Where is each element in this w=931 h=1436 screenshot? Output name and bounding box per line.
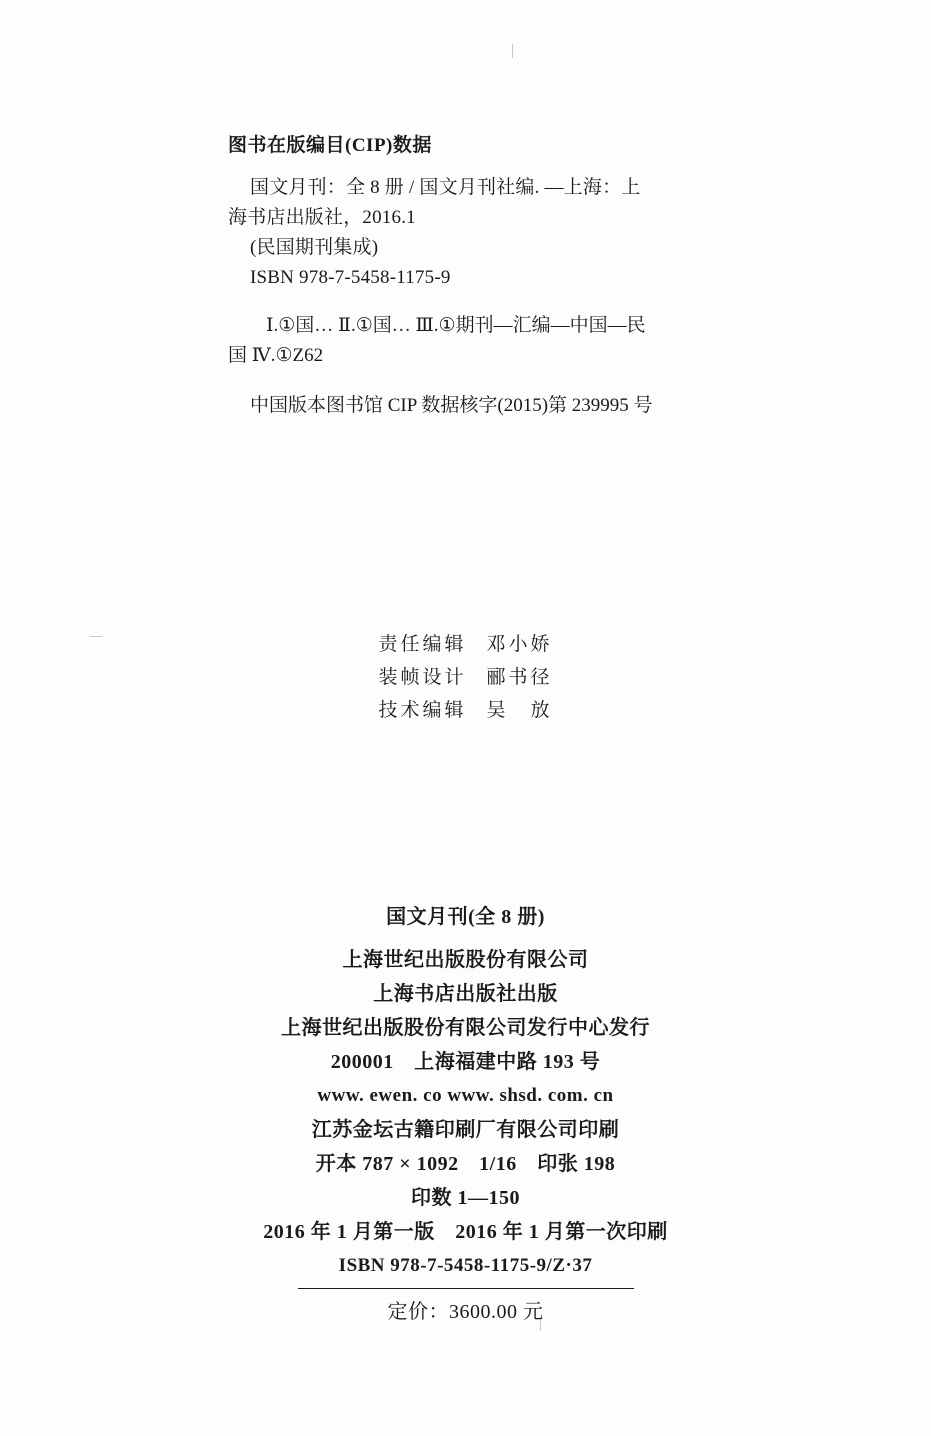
colophon-websites: www. ewen. co www. shsd. com. cn <box>317 1085 614 1106</box>
cip-block <box>228 130 758 421</box>
credit-row <box>0 694 931 727</box>
credit-role: 装帧设计 <box>378 667 467 688</box>
cip-number: 中国版本图书馆 CIP 数据核字(2015)第 239995 号 <box>250 395 653 416</box>
colophon-printer: 江苏金坛古籍印刷厂有限公司印刷 <box>311 1119 620 1141</box>
colophon-edition: 2016 年 1 月第一版 2016 年 1 月第一次印刷 <box>263 1221 668 1243</box>
staff-credits <box>0 628 931 727</box>
colophon-distributor: 上海世纪出版股份有限公司发行中心发行 <box>281 1017 650 1039</box>
colophon-title: 国文月刊(全 8 册) <box>386 906 545 928</box>
colophon-publisher-group: 上海世纪出版股份有限公司 <box>342 949 589 971</box>
divider-rule <box>298 1288 634 1289</box>
credit-name: 邓小娇 <box>486 634 553 655</box>
cip-isbn: ISBN 978-7-5458-1175-9 <box>250 267 451 288</box>
colophon-block <box>0 900 931 1324</box>
credit-name: 吴 放 <box>486 700 553 721</box>
colophon-address: 200001 上海福建中路 193 号 <box>330 1051 601 1073</box>
credit-row <box>0 628 931 661</box>
credit-role: 技术编辑 <box>378 700 467 721</box>
cip-classification-line-2: 国 Ⅳ.①Z62 <box>228 345 324 366</box>
cip-series: (民国期刊集成) <box>250 237 379 258</box>
colophon-format: 开本 787 × 1092 1/16 印张 198 <box>315 1153 616 1175</box>
registration-mark-top <box>512 44 513 58</box>
cip-classification <box>228 311 758 371</box>
cip-heading: 图书在版编目(CIP)数据 <box>228 135 432 156</box>
cip-entry-line-1: 国文月刊：全 8 册 / 国文月刊社编. —上海：上 <box>250 177 641 198</box>
credit-row <box>0 661 931 694</box>
credit-name: 郦书径 <box>486 667 553 688</box>
colophon-print-run: 印数 1—150 <box>411 1187 520 1209</box>
colophon-publisher: 上海书店出版社出版 <box>373 983 558 1005</box>
colophon-isbn: ISBN 978-7-5458-1175-9/Z·37 <box>338 1255 593 1276</box>
credit-role: 责任编辑 <box>378 634 467 655</box>
cip-entry-line-2: 海书店出版社，2016.1 <box>228 207 416 228</box>
colophon-price: 定价：3600.00 元 <box>387 1301 544 1323</box>
cip-classification-line-1: Ⅰ.①国… Ⅱ.①国… Ⅲ.①期刊—汇编—中国—民 <box>266 315 646 336</box>
